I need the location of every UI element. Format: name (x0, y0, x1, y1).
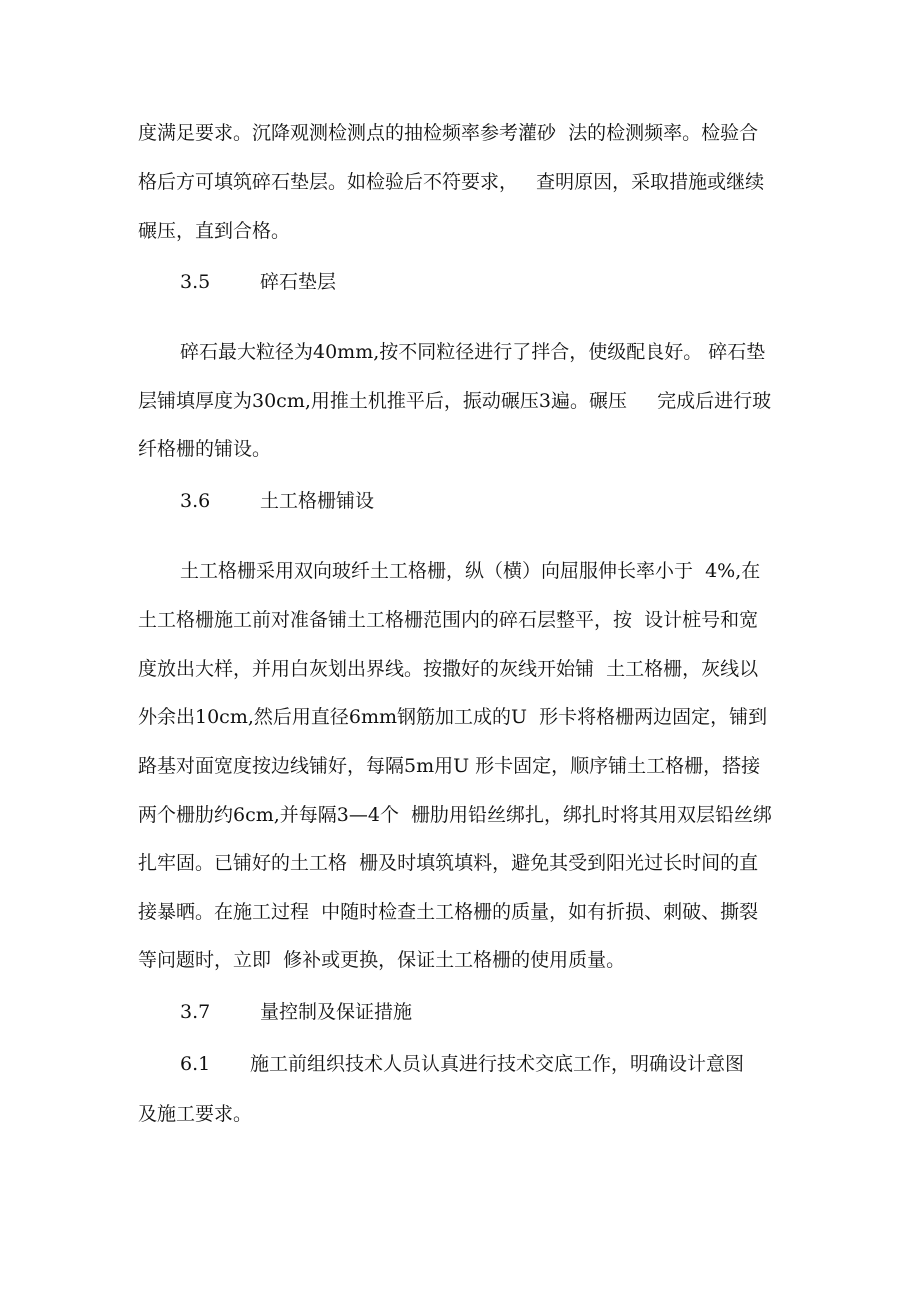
paragraph-3-line-9: 等问题时，立即 修补或更换，保证土工格栅的使用质量。 (138, 949, 626, 971)
paragraph-4-line-1: 及施工要求。 (138, 1103, 253, 1125)
heading-title: 碎石垫层 (260, 271, 337, 293)
paragraph-1-line-1: 度满足要求。沉降观测检测点的抽检频率参考灌砂 法的检测频率。检验合 (138, 122, 759, 144)
paragraph-1-line-2: 格后方可填筑碎石垫层。如检验后不符要求， 查明原因，采取措施或继续 (138, 171, 765, 193)
heading-title: 土工格栅铺设 (260, 490, 375, 512)
heading-3-7 (180, 1003, 412, 1022)
paragraph-3-line-3: 度放出大样，并用白灰划出界线。按撒好的灰线开始铺 土工格栅，灰线以 (138, 658, 759, 680)
paragraph-3-line-7: 扎牢固。已铺好的土工格 栅及时填筑填料，避免其受到阳光过长时间的直 (138, 852, 759, 874)
heading-3-6 (180, 492, 374, 511)
paragraph-3-line-2: 土工格栅施工前对准备铺土工格栅范围内的碎石层整平，按 设计桩号和宽 (138, 609, 759, 631)
paragraph-3-line-6: 两个栅肋约6cm,并每隔3—4个 栅肋用铅丝绑扎，绑扎时将其用双层铅丝绑 (138, 804, 773, 826)
paragraph-3-line-4: 外余出10cm,然后用直径6mm钢筋加工成的U 形卡将格栅两边固定，铺到 (138, 706, 768, 728)
heading-title: 量控制及保证措施 (260, 1001, 413, 1023)
heading-number: 3.6 (180, 490, 211, 512)
paragraph-1-line-3: 碾压，直到合格。 (138, 220, 291, 242)
heading-number: 3.5 (180, 271, 211, 293)
paragraph-2-line-2: 层铺填厚度为30cm,用推土机推平后，振动碾压3遍。碾压 完成后进行玻 (138, 390, 772, 412)
paragraph-2-line-1: 碎石最大粒径为40mm,按不同粒径进行了拌合，使级配良好。 碎石垫 (180, 341, 766, 363)
item-6-1 (180, 1055, 744, 1074)
heading-3-5 (180, 273, 336, 292)
paragraph-3-line-5: 路基对面宽度按边线铺好，每隔5m用U 形卡固定，顺序铺土工格栅，搭接 (138, 755, 761, 777)
paragraph-2-line-3: 纤格栅的铺设。 (138, 438, 272, 460)
paragraph-3-line-1: 土工格栅采用双向玻纤土工格栅，纵（横）向屈服伸长率小于 4%,在 (180, 560, 761, 582)
item-number: 6.1 (180, 1053, 211, 1075)
paragraph-3-line-8: 接暴晒。在施工过程 中随时检查土工格栅的质量，如有折损、刺破、撕裂 (138, 901, 759, 923)
heading-number: 3.7 (180, 1001, 211, 1023)
item-text: 施工前组织技术人员认真进行技术交底工作，明确设计意图 (250, 1053, 745, 1075)
